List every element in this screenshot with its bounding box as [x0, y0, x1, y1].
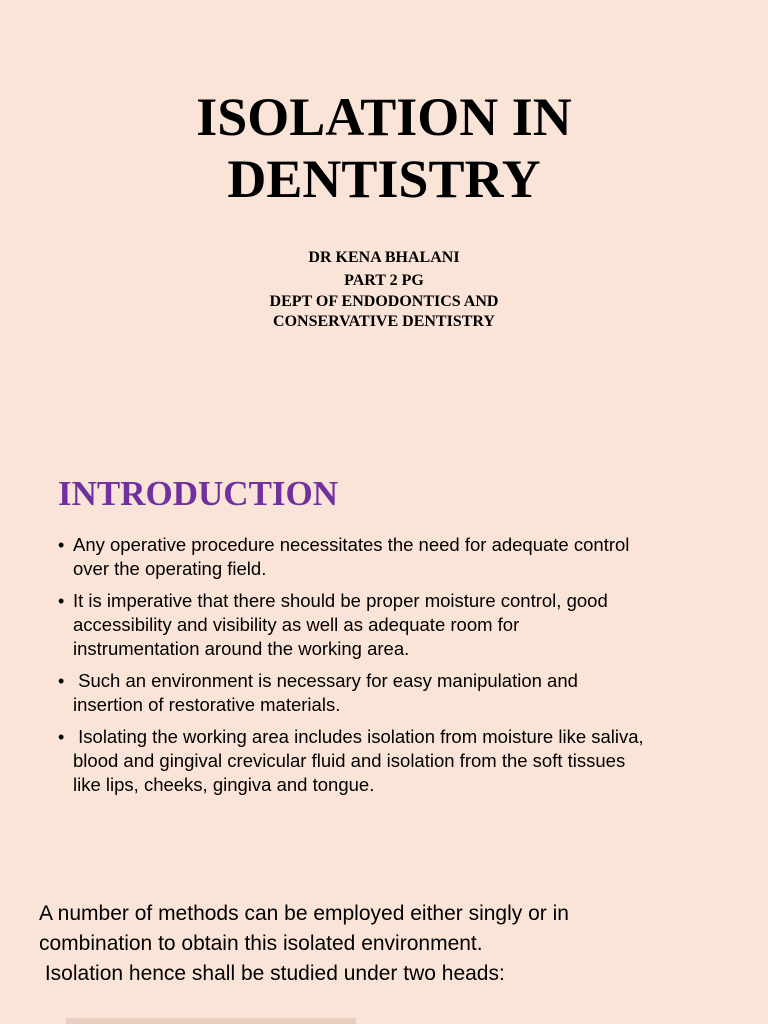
bullet-line: over the operating field. [73, 558, 267, 579]
bullet-line: Isolating the working area includes isolation from moisture like saliva, [73, 726, 644, 747]
bullet-line: accessibility and visibility as well as adequate room for [73, 614, 520, 635]
methods-line-1: A number of methods can be employed either singly or in [39, 902, 569, 925]
bullet-line: It is imperative that there should be proper moisture control, good [73, 590, 608, 611]
bullet-line: instrumentation around the working area. [73, 638, 410, 659]
bullet-line: blood and gingival crevicular fluid and isolation from the soft tissues [73, 750, 626, 771]
bullet-line: insertion of restorative materials. [73, 694, 341, 715]
methods-line-2: combination to obtain this isolated environment. [39, 932, 483, 955]
introduction-bullet-list [56, 533, 736, 805]
bullet-icon: • [58, 727, 65, 747]
author-block [0, 246, 768, 332]
methods-line-3: Isolation hence shall be studied under two heads: [39, 962, 505, 985]
bullet-icon: • [58, 535, 65, 555]
bullet-icon: • [58, 591, 65, 611]
author-level: PART 2 PG [344, 272, 424, 289]
title-line-1: ISOLATION IN [196, 87, 572, 147]
slide-title [0, 86, 768, 210]
introduction-heading: INTRODUCTION [58, 474, 339, 513]
bullet-item [56, 589, 736, 661]
bullet-item [56, 533, 736, 581]
bullet-item [56, 669, 736, 717]
bullet-line: Such an environment is necessary for easy manipulation and [73, 670, 578, 691]
author-dept-line-1: DEPT OF ENDODONTICS AND [269, 293, 499, 310]
methods-paragraph [39, 899, 739, 989]
author-name: DR KENA BHALANI [308, 249, 460, 266]
bullet-item [56, 725, 736, 797]
bullet-icon: • [58, 671, 65, 691]
bullet-line: like lips, cheeks, gingiva and tongue. [73, 774, 375, 795]
author-dept-line-2: CONSERVATIVE DENTISTRY [273, 313, 495, 330]
bullet-line: Any operative procedure necessitates the need for adequate control [73, 534, 630, 555]
title-line-2: DENTISTRY [227, 149, 541, 209]
next-page-edge [66, 1018, 356, 1024]
